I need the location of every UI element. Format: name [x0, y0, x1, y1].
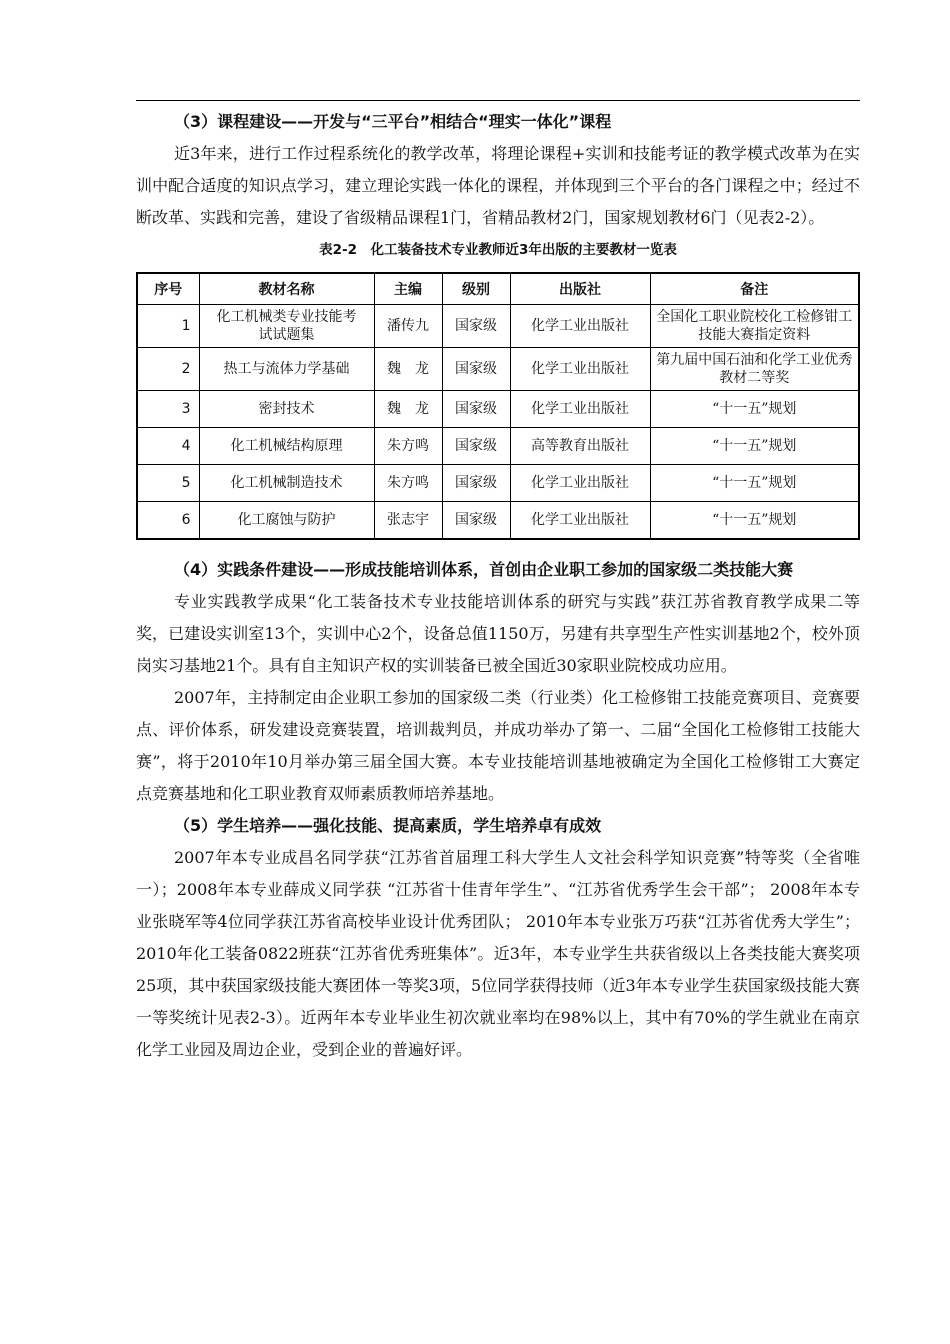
section-5-paragraph: 2007年本专业成昌名同学获“江苏省首届理工科大学生人文社会科学知识竞赛”特等奖（全省唯一）；2008年本专业薛成义同学获 “江苏省十佳青年学生”、“江苏省优秀学生会干部”； 2008年本专业张晓军等4位同学获江苏省高校毕业设计优秀团队； 2010年本专业张万巧获“江苏省优秀大学生”；2010年化工装备0822班获“江苏省优秀班集体”。近3年，本专业学生共获省级以上各类技能大赛奖项25项，其中获国家级技能大赛团体一等奖3项，5位同学获得技师（近3年本专业学生获国家级技能大赛一等奖统计见表2-3）。近两年本专业毕业生初次就业率均在98%以上，其中有70%的学生就业在南京化学工业园及周边企业，受到企业的普遍好评。: [136, 848, 860, 1059]
cell-editor: 魏 龙: [374, 391, 442, 428]
cell-publisher: 化学工业出版社: [510, 305, 650, 348]
col-header-editor: 主编: [374, 273, 442, 305]
section-4-paragraph-2: 2007年，主持制定由企业职工参加的国家级二类（行业类）化工检修钳工技能竞赛项目、竞赛要点、评价体系，研发建设竞赛装置，培训裁判员，并成功举办了第一、二届“全国化工检修钳工技能大赛”，将于2010年10月举办第三届全国大赛。本专业技能培训基地被确定为全国化工检修钳工大赛定点竞赛基地和化工职业教育双师素质教师培养基地。: [136, 688, 860, 803]
cell-publisher: 化学工业出版社: [510, 391, 650, 428]
cell-remarks: 全国化工职业院校化工检修钳工技能大赛指定资料: [650, 305, 859, 348]
table-row: [137, 348, 859, 391]
cell-title: 化工机械结构原理: [199, 428, 374, 465]
col-header-level: 级别: [442, 273, 510, 305]
cell-editor: 朱方鸣: [374, 465, 442, 502]
table-row: [137, 428, 859, 465]
cell-remarks: 第九届中国石油和化学工业优秀教材二等奖: [650, 348, 859, 391]
table-row: [137, 465, 859, 502]
cell-index: 1: [137, 305, 199, 348]
table-caption: 表2-2 化工装备技术专业教师近3年出版的主要教材一览表: [319, 242, 677, 258]
cell-level: 国家级: [442, 428, 510, 465]
cell-remarks: “十一五”规划: [650, 428, 859, 465]
cell-editor: 张志宇: [374, 502, 442, 540]
cell-index: 6: [137, 502, 199, 540]
table-row: [137, 502, 859, 540]
col-header-remarks: 备注: [650, 273, 859, 305]
cell-publisher: 化学工业出版社: [510, 348, 650, 391]
section-5-heading: （5）学生培养——强化技能、提高素质，学生培养卓有成效: [174, 816, 602, 835]
col-header-index: 序号: [137, 273, 199, 305]
cell-title: 热工与流体力学基础: [199, 348, 374, 391]
cell-remarks: “十一五”规划: [650, 502, 859, 540]
cell-level: 国家级: [442, 391, 510, 428]
cell-editor: 魏 龙: [374, 348, 442, 391]
cell-remarks: “十一五”规划: [650, 465, 859, 502]
cell-title: 化工腐蚀与防护: [199, 502, 374, 540]
col-header-publisher: 出版社: [510, 273, 650, 305]
cell-editor: 潘传九: [374, 305, 442, 348]
cell-index: 2: [137, 348, 199, 391]
table-row: [137, 391, 859, 428]
cell-publisher: 高等教育出版社: [510, 428, 650, 465]
header-rule: [136, 100, 860, 101]
textbook-table: [136, 272, 860, 540]
cell-index: 3: [137, 391, 199, 428]
cell-remarks: “十一五”规划: [650, 391, 859, 428]
document-page: [136, 106, 860, 1066]
cell-title: 化工机械类专业技能考试试题集: [199, 305, 374, 348]
cell-title: 化工机械制造技术: [199, 465, 374, 502]
cell-publisher: 化学工业出版社: [510, 502, 650, 540]
section-4-heading: （4）实践条件建设——形成技能培训体系，首创由企业职工参加的国家级二类技能大赛: [174, 560, 794, 579]
cell-level: 国家级: [442, 502, 510, 540]
col-header-title: 教材名称: [199, 273, 374, 305]
cell-title: 密封技术: [199, 391, 374, 428]
section-3-paragraph: 近3年来，进行工作过程系统化的教学改革，将理论课程+实训和技能考证的教学模式改革为在实训中配合适度的知识点学习，建立理论实践一体化的课程，并体现到三个平台的各门课程之中；经过不断改革、实践和完善，建设了省级精品课程1门，省精品教材2门，国家规划教材6门（见表2-2）。: [136, 144, 860, 227]
table-header-row: [137, 273, 859, 305]
cell-editor: 朱方鸣: [374, 428, 442, 465]
cell-index: 4: [137, 428, 199, 465]
section-4-paragraph-1: 专业实践教学成果“化工装备技术专业技能培训体系的研究与实践”获江苏省教育教学成果二等奖，已建设实训室13个，实训中心2个，设备总值1150万，另建有共享型生产性实训基地2个，校外顶岗实习基地21个。具有自主知识产权的实训装备已被全国近30家职业院校成功应用。: [136, 592, 860, 675]
table-row: [137, 305, 859, 348]
cell-level: 国家级: [442, 348, 510, 391]
cell-level: 国家级: [442, 465, 510, 502]
section-3-heading: （3）课程建设——开发与“三平台”相结合“理实一体化”课程: [174, 112, 612, 131]
cell-publisher: 化学工业出版社: [510, 465, 650, 502]
cell-level: 国家级: [442, 305, 510, 348]
cell-index: 5: [137, 465, 199, 502]
